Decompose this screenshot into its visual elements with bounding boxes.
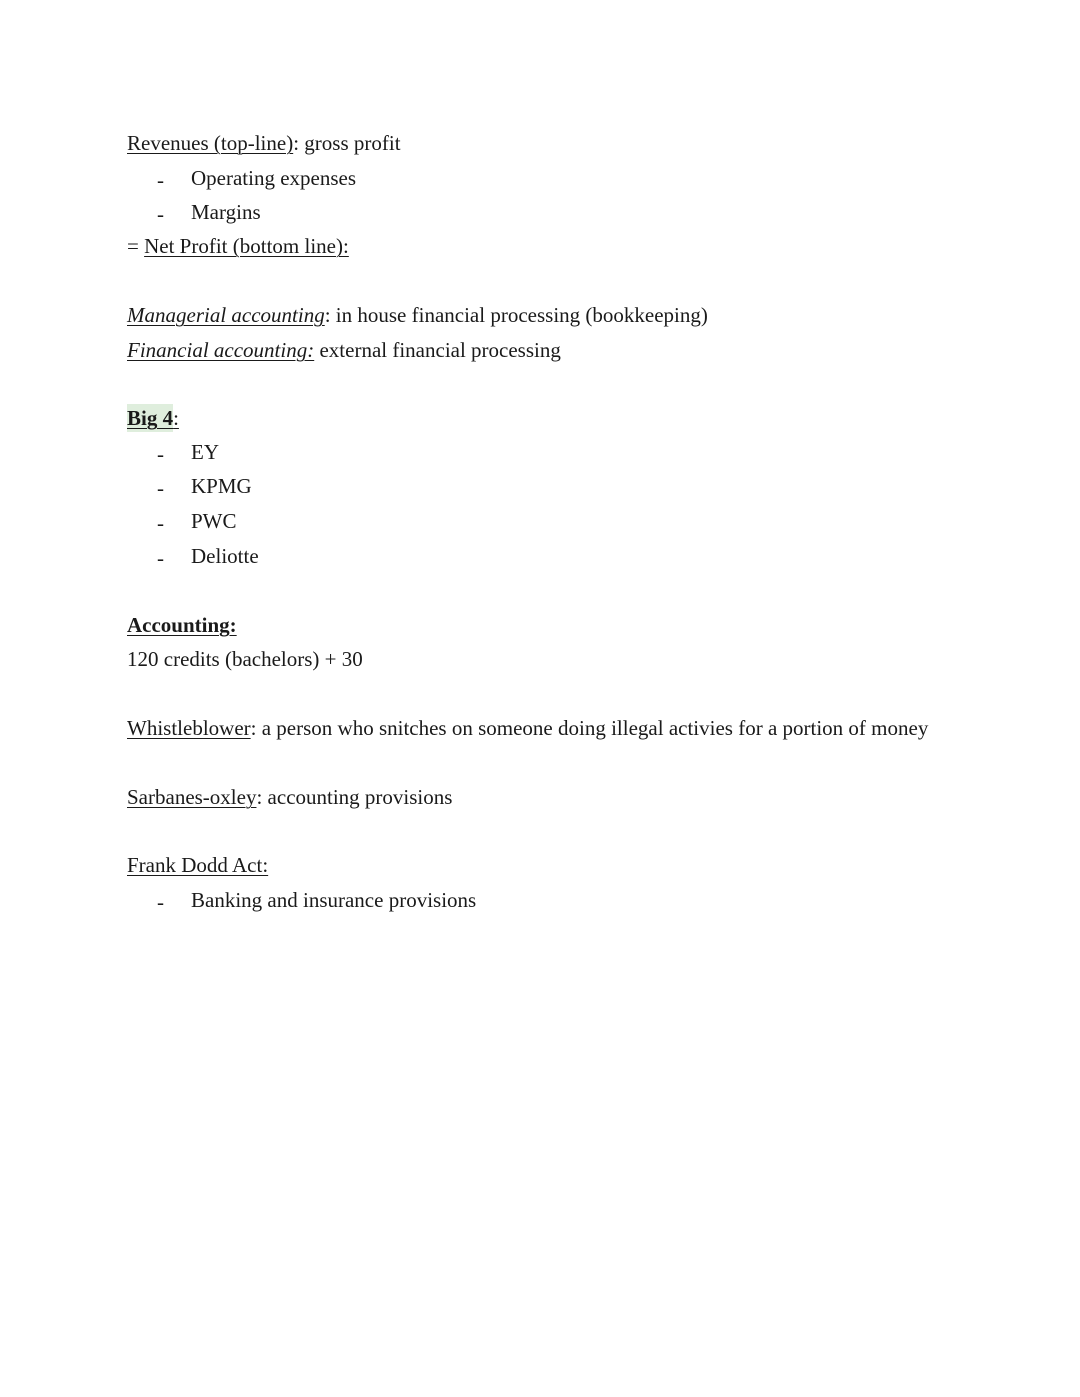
bullet-dash: - <box>157 442 164 466</box>
net-profit-line <box>127 236 349 257</box>
whistleblower-line <box>127 718 928 739</box>
big4-colon: : <box>173 406 179 430</box>
bullet-dash: - <box>157 168 164 192</box>
net-profit-prefix: = <box>127 234 145 258</box>
big4-firm-label: EY <box>191 440 219 464</box>
bullet-dash: - <box>157 476 164 500</box>
accounting-credits: 120 credits (bachelors) + 30 <box>127 647 363 671</box>
dodd-frank-heading: Frank Dodd Act: <box>127 853 269 877</box>
sarbanes-oxley-line <box>127 787 452 808</box>
income-item-label: Margins <box>191 200 261 224</box>
managerial-accounting-term: Managerial accounting <box>127 303 325 327</box>
big4-heading <box>127 408 179 429</box>
revenues-definition: : gross profit <box>293 131 401 155</box>
big4-label: Big 4 <box>127 406 174 430</box>
sarbanes-oxley-definition: : accounting provisions <box>256 785 453 809</box>
financial-accounting-line <box>127 340 561 361</box>
managerial-accounting-definition: : in house financial processing (bookkeeping) <box>324 303 708 327</box>
whistleblower-definition: : a person who snitches on someone doing illegal activies for a portion of money <box>250 716 929 740</box>
bullet-dash: - <box>157 890 164 914</box>
income-item-label: Operating expenses <box>191 166 357 190</box>
accounting-heading: Accounting: <box>127 613 237 637</box>
financial-accounting-definition: external financial processing <box>314 338 561 362</box>
financial-accounting-term: Financial accounting: <box>127 338 315 362</box>
bullet-dash: - <box>157 511 164 535</box>
managerial-accounting-line <box>127 305 708 326</box>
big4-firm-label: Deliotte <box>191 544 259 568</box>
big4-firm-label: PWC <box>191 509 237 533</box>
big4-firm-label: KPMG <box>191 474 252 498</box>
revenues-term: Revenues (top-line) <box>127 131 294 155</box>
net-profit-term: Net Profit (bottom line): <box>144 234 349 258</box>
dodd-frank-item-label: Banking and insurance provisions <box>191 888 477 912</box>
whistleblower-term: Whistleblower <box>127 716 251 740</box>
revenues-line <box>127 133 401 154</box>
sarbanes-oxley-term: Sarbanes-oxley <box>127 785 257 809</box>
bullet-dash: - <box>157 546 164 570</box>
bullet-dash: - <box>157 202 164 226</box>
